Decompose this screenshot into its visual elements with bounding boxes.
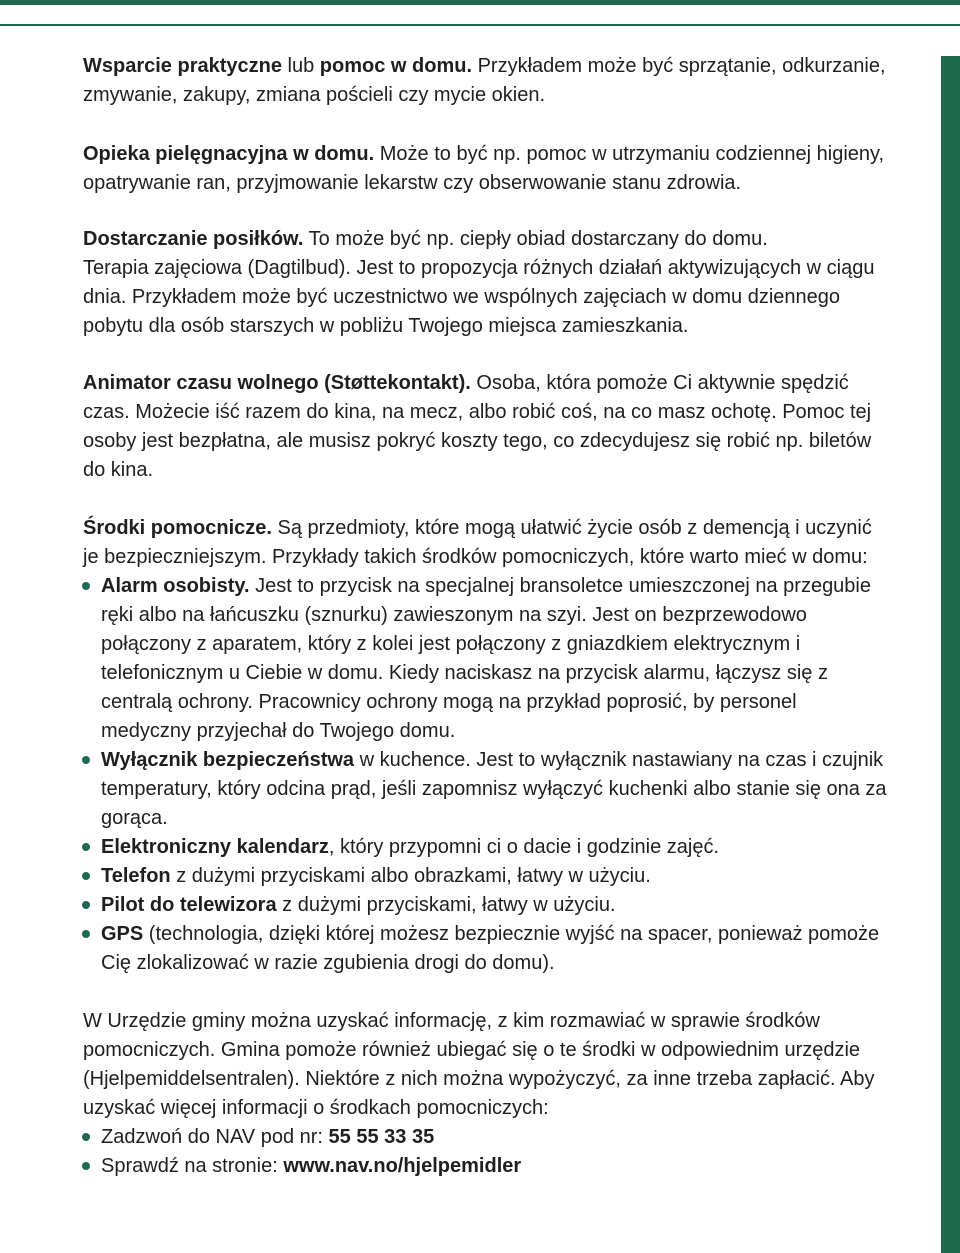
paragraph-terapia-zajeciowa: Terapia zajęciowa (Dagtilbud). Jest to propozycja różnych działań aktywizujących w ciągu dnia. Przykładem może być uczestnictwo we wspólnych zajęciach w domu dziennego pobytu dla osób starszych w pobliżu Twojego miejsca zamieszkania. [83,257,875,337]
contact-phone: Zadzwoń do NAV pod nr: 55 55 33 35 [83,1123,888,1152]
list-item: Alarm osobisty. Jest to przycisk na specjalnej bransoletce umieszczonej na przegubie ręki albo na łańcuszku (sznurku) zawieszonym na szyi. Jest on bezprzewodowo połączony z aparatem, który z kolei jest połączony z gniazdkiem elektrycznym i telefonicznym u Ciebie w domu. Kiedy naciskasz na przycisk alarmu, łączysz się z centralą ochrony. Pracownicy ochrony mogą na przykład poprosić, by personel medyczny przyjechał do Twojego domu. [83,572,888,746]
heading-pomoc-w-domu: pomoc w domu. [319,55,473,77]
list-item: Telefon z dużymi przyciskami albo obrazkami, łatwy w użyciu. [83,862,888,891]
list-item: Pilot do telewizora z dużymi przyciskami, łatwy w użyciu. [83,891,888,920]
contact-website: Sprawdź na stronie: www.nav.no/hjelpemidler [83,1152,888,1181]
top-accent-bar [0,0,960,5]
paragraph-animator: Animator czasu wolnego (Støttekontakt). Osoba, która pomoże Ci aktywnie spędzić czas. Możecie iść razem do kina, na mecz, albo robić coś, na co masz ochotę. Pomoc tej osoby jest bezpłatna, ale musisz pokryć koszty tego, co zdecydujesz się robić np. biletów do kina. [83,372,872,481]
phone-number: 55 55 33 35 [328,1126,435,1148]
website-link[interactable]: www.nav.no/hjelpemidler [283,1155,522,1177]
list-item: GPS (technologia, dzięki której możesz bezpiecznie wyjść na spacer, ponieważ pomoże Cię zlokalizować w razie zgubienia drogi do domu). [83,920,888,978]
aids-list [83,572,888,978]
paragraph-srodki-pomocnicze: Środki pomocnicze. Są przedmioty, które mogą ułatwić życie osób z demencją i uczynić je bezpieczniejszym. Przykłady takich środków pomocniczych, które warto mieć w domu: [83,517,872,568]
list-item: Elektroniczny kalendarz, który przypomni ci o dacie i godzinie zajęć. [83,833,888,862]
top-accent-line [0,24,960,26]
paragraph-urzad-gminy: W Urzędzie gminy można uzyskać informację, z kim rozmawiać w sprawie środków pomocniczych. Gmina pomoże również ubiegać się o te środki w odpowiednim urzędzie (Hjelpemiddelsentralen). Niektóre z nich można wypożyczyć, za inne trzeba zapłacić. Aby uzyskać więcej informacji o środkach pomocniczych: [83,1010,875,1119]
side-accent-bar [941,56,960,1253]
paragraph-opieka-pielegnacyjna: Opieka pielęgnacyjna w domu. Może to być np. pomoc w utrzymaniu codziennej higieny, opatrywanie ran, przyjmowanie lekarstw czy obserwowanie stanu zdrowia. [83,143,885,194]
heading-dostarczanie-posilkow: Dostarczanie posiłków. [83,228,304,250]
heading-srodki-pomocnicze: Środki pomocnicze. [83,517,272,539]
contact-list [83,1123,888,1181]
paragraph-dostarczanie-posilkow: Dostarczanie posiłków. To może być np. ciepły obiad dostarczany do domu. [83,228,768,250]
list-item: Wyłącznik bezpieczeństwa w kuchence. Jest to wyłącznik nastawiany na czas i czujnik temperatury, który odcina prąd, jeśli zapomnisz wyłączyć kuchenki albo stanie się ona za gorąca. [83,746,888,833]
heading-opieka-pielegnacyjna: Opieka pielęgnacyjna w domu. [83,143,375,165]
heading-animator: Animator czasu wolnego (Støttekontakt). [83,372,471,394]
document-body [83,52,888,1181]
heading-wsparcie-praktyczne: Wsparcie praktyczne [83,55,282,77]
paragraph-wsparcie-praktyczne: Wsparcie praktyczne lub pomoc w domu. Przykładem może być sprzątanie, odkurzanie, zmywanie, zakupy, zmiana pościeli czy mycie okien. [83,55,886,106]
